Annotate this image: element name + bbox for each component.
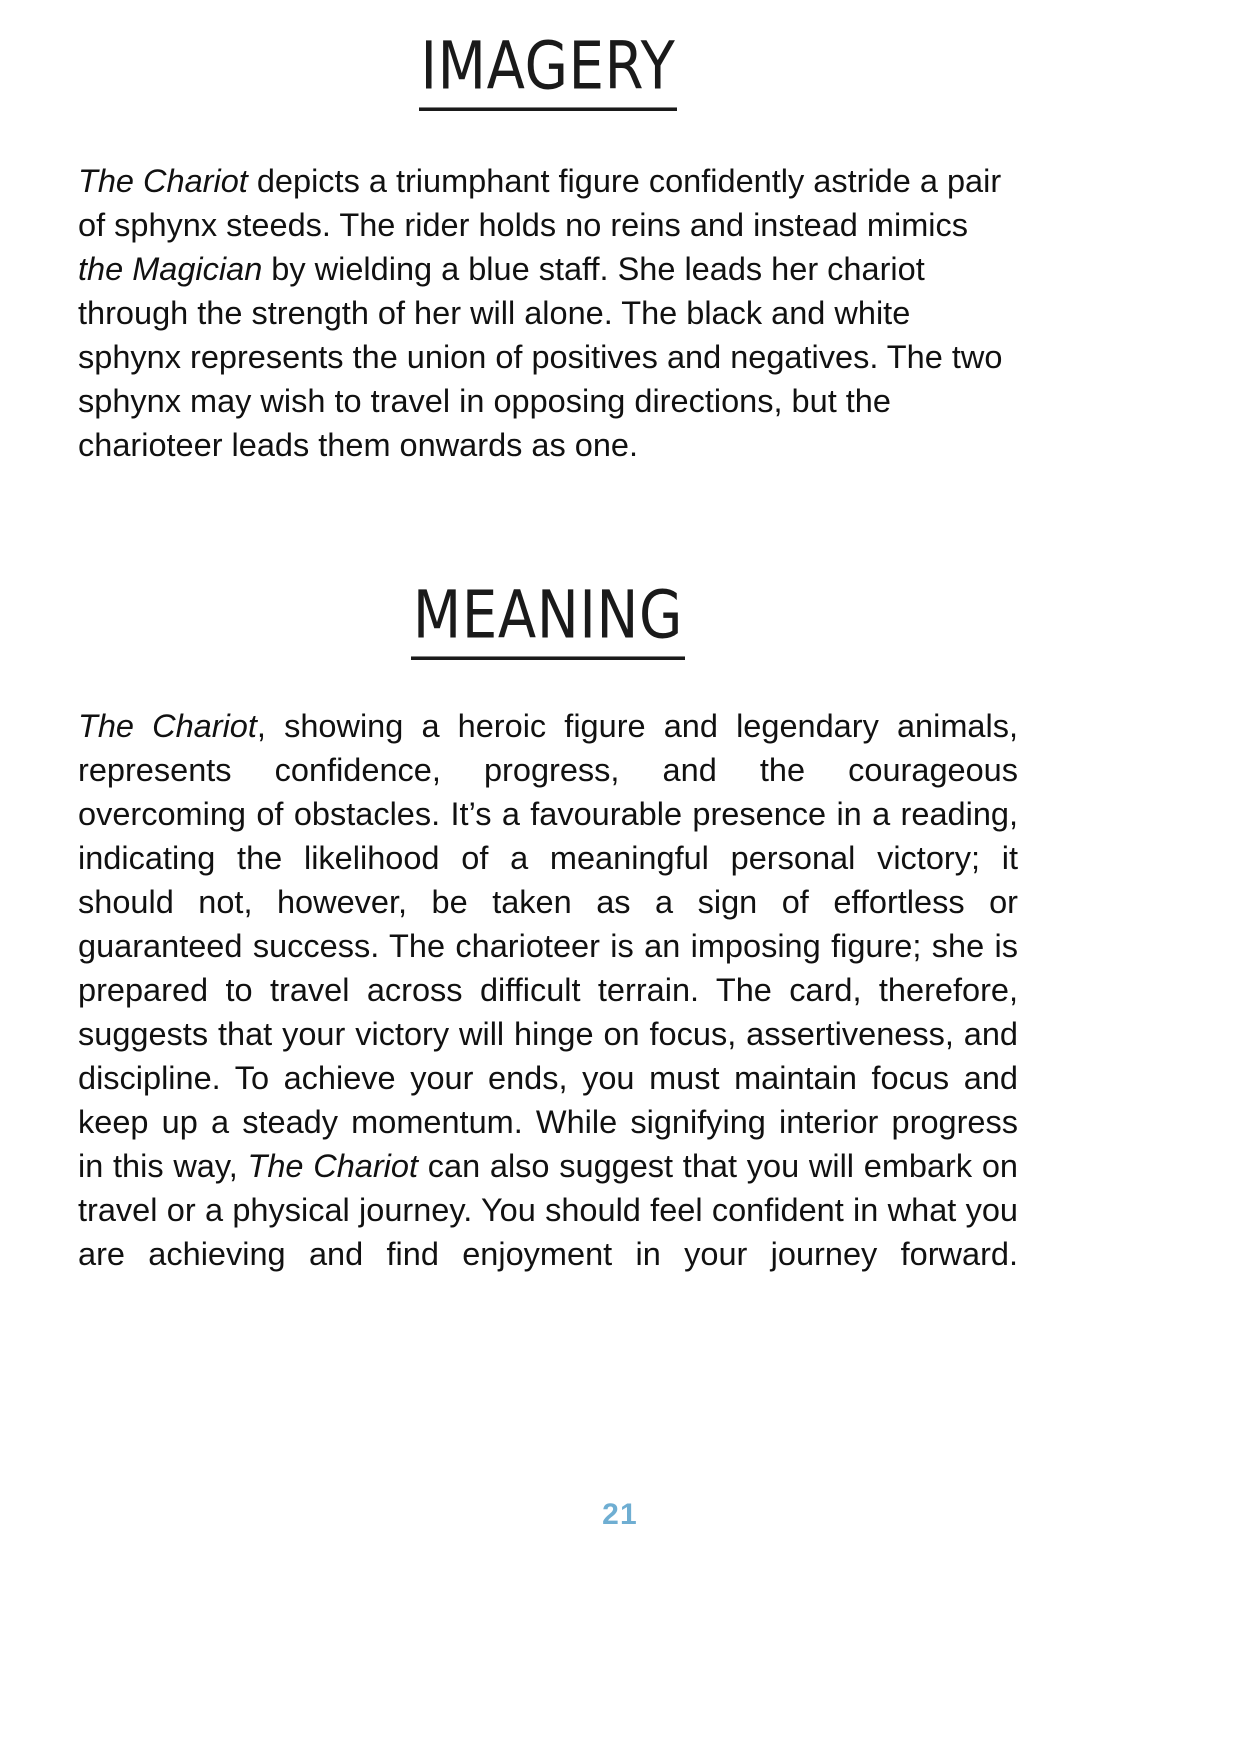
emphasis-text: The Chariot [78,708,257,744]
section-heading-imagery-label: IMAGERY [419,34,678,111]
section-heading-meaning [78,577,1018,660]
page-content [78,0,1018,1320]
body-run: depicts a triumphant figure confidently astride a pair of sphynx steeds. The rider holds no reins and instead mimics [78,163,1002,243]
body-run: by wielding a blue staff. She leads her chariot through the strength of her will alone. The black and white sphynx represents the union of positives and negatives. The two sphynx may wish to travel in opposing directions, but the charioteer leads them onwards as one. [78,251,1003,463]
page-number: 21 [602,1498,638,1531]
body-run: , showing a heroic figure and legendary animals, represents confidence, progress, and the courageous overcoming of obstacles. It’s a favourable presence in a reading, indicating the likelihood of a meaningful personal victory; it should not, however, be taken as a sign of effortless or guaranteed success. The charioteer is an imposing figure; she is prepared to travel across difficult terrain. The card, therefore, suggests that your victory will hinge on focus, assertiveness, and discipline. To achieve your ends, you must maintain focus and keep up a steady momentum. While signifying interior progress in this way, [78,708,1018,1184]
body-run: can also suggest that you will embark on travel or a physical journey. You should feel confident in what you are achieving and find enjoyment in your journey forward. [78,1148,1018,1272]
section-heading-imagery [78,28,1018,111]
emphasis-text: the Magician [78,251,263,287]
paragraph-imagery [78,159,1018,467]
emphasis-text: The Chariot [247,1148,419,1184]
section-heading-meaning-label: MEANING [411,583,685,660]
emphasis-text: The Chariot [78,163,248,199]
paragraph-meaning [78,704,1018,1320]
